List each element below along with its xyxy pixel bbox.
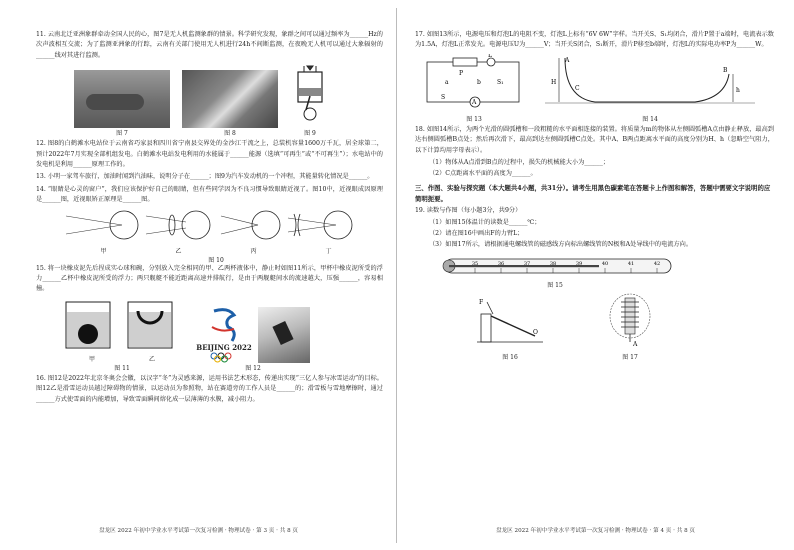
lever-diagram xyxy=(475,292,545,348)
fig10-labels xyxy=(66,246,366,255)
point-a-wire-label: A xyxy=(633,341,638,349)
figure-row-7-9 xyxy=(74,64,383,137)
elephant-photo xyxy=(74,70,170,128)
question-19-part-2: （2）请在图16中画出F的力臂L； xyxy=(429,230,524,238)
switch-s-label: S xyxy=(441,93,446,101)
skier-photo xyxy=(258,307,310,363)
fig13-caption: 图 13 xyxy=(466,115,482,123)
section-3-heading: 三、作图、实验与探究题（本大题共4小题，共31分）。请考生用黑色碳素笔在答题卡上作图和解答，答题中需要文字说明的应简明扼要。 xyxy=(415,184,771,203)
figure-17 xyxy=(605,292,655,361)
fig10-caption: 图 10 xyxy=(208,256,224,264)
lamp-label: L xyxy=(488,53,492,59)
fig9-caption: 图 9 xyxy=(304,130,316,138)
engine-cylinder-diagram xyxy=(290,64,330,124)
question-13: 13. 小明一家驾车旅行，加油时闻到汽油味，说明分子在______；图9为汽车发动机的一个冲程，其能量转化情况是______。 xyxy=(36,173,374,181)
eye-diagrams xyxy=(66,208,366,242)
figure-7 xyxy=(74,70,170,137)
point-a-label: A xyxy=(565,56,570,64)
question-12: 12. 图8的白鹤滩水电站位于云南省巧家县和四川省宁南县交界处的金沙江干流之上，总装机容量1600万千瓦，居全球第二，预计2022年7月实现全部机组发电。白鹤滩水电站发电利用的水能属于______能源（选填“可再生”或“不可再生”）；水电站中的发电机是利用______原理工作的。 xyxy=(36,140,383,169)
eye-diagram-jia xyxy=(66,211,138,239)
fig15-caption: 图 15 xyxy=(547,282,563,290)
figure-12 xyxy=(196,305,310,372)
figure-row-11-12 xyxy=(62,298,383,372)
question-14: 14. “眼睛是心灵的窗户”，我们应该保护好自己的眼睛，但有些同学因为不良习惯导致眼睛近视了。图10中，近视眼成因原理是______图，近视眼矫正原理是______图。 xyxy=(36,185,383,204)
thermometer-tick-label: 36 xyxy=(497,261,505,268)
fig16-caption: 图 16 xyxy=(502,354,518,362)
figure-14 xyxy=(545,54,755,123)
fig11-label-jia: 甲 xyxy=(88,355,95,363)
figure-10 xyxy=(66,208,383,264)
end-b-label: b xyxy=(477,78,481,86)
point-b-label: B xyxy=(723,66,728,74)
question-19-part-1: （1）如图15体温计的读数是______℃； xyxy=(429,219,541,227)
right-page xyxy=(397,0,794,550)
question-11: 11. 云南北迁亚洲象群牵动全国人民的心，图7是无人机监测象群的情景。科学研究发现，象群之间可以通过频率为______Hz的次声波相互交流；为了监测亚洲象的行踪，云南有关部门使用无人机进行24h不间断监测，在夜晚无人机可以通过大象辐射的______线对其进行监测。 xyxy=(36,31,383,59)
question-18: 18. 如图14所示，为两个光滑的圆弧槽和一段粗糙的水平面相连接的装置。将质量为m的物体从左侧圆弧槽A点由静止释放，最高到达右侧圆弧槽B点处；然后再次滑下，最高到达左侧圆弧槽C点处。其中A、B两点距离水平面的高度分别为H、h（忽略空气阻力，以下计算均用字母表示）。 xyxy=(415,125,774,154)
beijing-2022-emblem xyxy=(196,305,252,363)
fig10-label-jia: 甲 xyxy=(100,247,107,255)
figure-15 xyxy=(435,256,774,289)
thermometer-tick-label: 41 xyxy=(627,261,635,268)
solenoid-diagram xyxy=(605,292,655,348)
switch-s1-label: S₁ xyxy=(497,78,504,86)
slider-label: P xyxy=(459,69,464,77)
fig17-caption: 图 17 xyxy=(622,354,638,362)
fig14-caption: 图 14 xyxy=(642,115,658,123)
thermometer-tick-label: 38 xyxy=(549,261,557,268)
fig11-label-yi: 乙 xyxy=(148,355,155,363)
question-15: 15. 将一块橡皮泥先后捏成实心球和碗，分别放入完全相同的甲、乙两杯液体中，静止时如图11所示，甲杯中橡皮泥所受的浮力______乙杯中橡皮泥所受的浮力；两只舰艇不能近距离高速并排航行，是由于两舰艇间水的流速越大，压强______，容易相撞。 xyxy=(36,264,383,293)
question-19: 19. 读数与作图（每小题3分，共9分） xyxy=(415,207,522,215)
figure-9 xyxy=(290,64,330,137)
figure-13 xyxy=(419,54,529,123)
circuit-diagram xyxy=(419,54,529,110)
fig10-label-ding: 丁 xyxy=(325,247,332,255)
force-f-label: F xyxy=(479,299,484,307)
figure-11 xyxy=(62,298,182,372)
beijing-2022-text: BEIJING 2022 xyxy=(196,342,252,352)
question-16: 16. 图12是2022年北京冬奥会会徽，以汉字“冬”为灵感来源，运用书法艺术形态，传递出实现“三亿人参与冰雪运动”的目标。图12乙是滑雪运动员越过障碍物的情景，以运动员为参照物，站在赛道旁的工作人员是______的；滑雪板与雪地摩擦时，通过______方式使雪面的内能增加，导致雪面瞬间熔化成一层薄薄的水膜，减小阻力。 xyxy=(36,374,383,403)
arc-track-diagram xyxy=(545,54,755,110)
question-17: 17. 如图13所示，电源电压和灯泡L的电阻不变，灯泡L上标有“6V 6W”字样。当开关S、S₁均闭合，滑片P置于a端时，电流表示数为1.5A，灯泡L正常发光。电源电压U为______V；当开关S闭合，S₁断开，滑片P移至b端时，灯泡L的实际电功率P为______W。 xyxy=(415,31,774,49)
left-footer: 盘龙区 2022 年初中学业水平考试第一次复习检测 · 物理试卷 · 第 3 页 · 共 8 页 xyxy=(98,528,299,534)
question-18-part-2: （2）C点距离水平面的高度为______。 xyxy=(429,169,537,177)
eye-diagram-ding xyxy=(288,211,352,239)
dam-photo xyxy=(182,70,278,128)
fig8-caption: 图 8 xyxy=(224,130,236,138)
right-footer: 盘龙区 2022 年初中学业水平考试第一次复习检测 · 物理试卷 · 第 4 页 · 共 8 页 xyxy=(495,528,696,534)
eye-diagram-yi xyxy=(146,211,210,239)
height-h-label: h xyxy=(736,86,740,94)
fig10-label-bing: 丙 xyxy=(250,247,257,255)
question-19-part-3: （3）如图17所示，请根据通电螺线管的磁感线方向标出螺线管的N极和A处导线中的电流方向。 xyxy=(429,240,693,248)
fig11-labels xyxy=(62,354,182,363)
pivot-o-label: O xyxy=(533,329,538,337)
eye-diagram-bing xyxy=(221,211,280,239)
fig11-caption: 图 11 xyxy=(114,364,130,372)
fig7-caption: 图 7 xyxy=(116,130,128,138)
figure-row-13-14 xyxy=(419,54,774,123)
thermometer-tick-label: 37 xyxy=(523,261,531,268)
fig12-caption: 图 12 xyxy=(245,364,261,372)
question-18-part-1: （1）物体从A点滑到B点的过程中，损失的机械能大小为______； xyxy=(429,159,610,167)
ammeter-label: A xyxy=(472,98,477,106)
figure-8 xyxy=(182,70,278,137)
thermometer-tick-label: 42 xyxy=(653,261,661,268)
floating-clay-diagram xyxy=(62,298,182,350)
figure-row-16-17 xyxy=(475,292,774,361)
thermometer-tick-label: 39 xyxy=(575,261,583,268)
figure-16 xyxy=(475,292,545,361)
fig10-label-yi: 乙 xyxy=(175,247,182,255)
thermometer-tick-label: 40 xyxy=(601,261,609,268)
thermometer-tick-label: 35 xyxy=(471,261,479,268)
height-H-label: H xyxy=(551,78,557,86)
thermometer-diagram xyxy=(435,256,675,276)
point-c-label: C xyxy=(575,84,580,92)
end-a-label: a xyxy=(445,78,449,86)
